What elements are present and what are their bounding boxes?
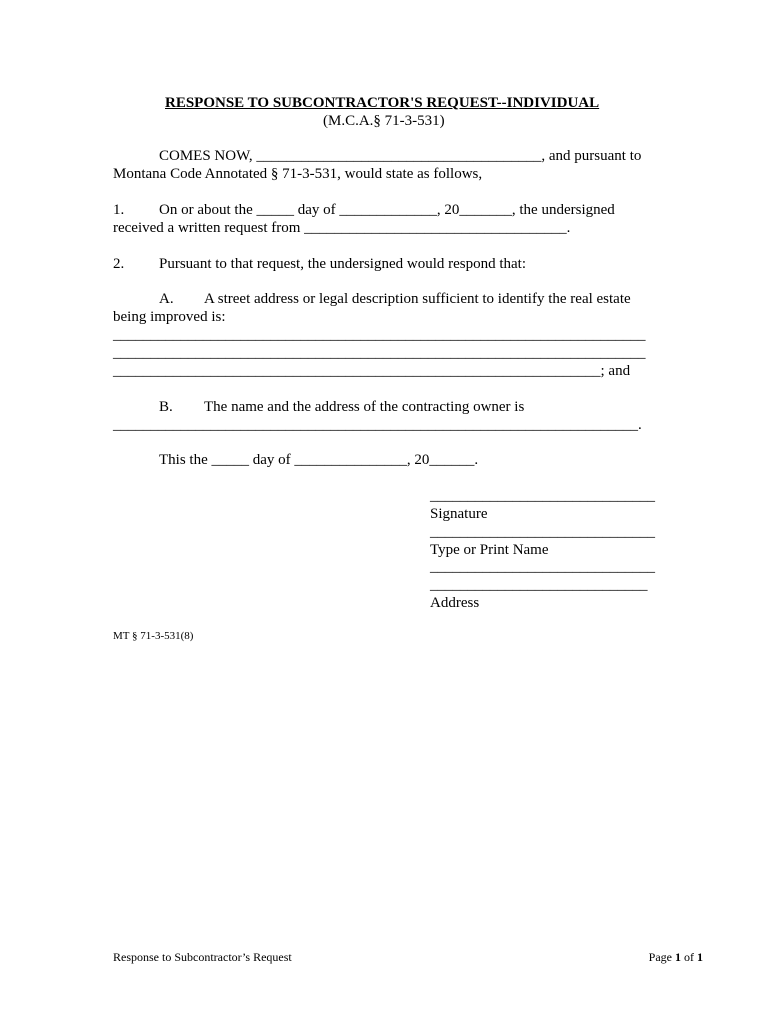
item-1-line-1: On or about the _____ day of _____________, 20_______, the undersigned (159, 202, 615, 218)
statute-citation: MT § 71-3-531(8) (113, 630, 194, 642)
item-1-line-2: received a written request from ___________________________________. (113, 220, 571, 236)
page-of: of (681, 950, 697, 964)
address-blank-1: ______________________________ (430, 559, 655, 575)
item-a-line-1: A street address or legal description sufficient to identify the real estate (204, 291, 631, 307)
address-blank-2: _____________________________ (430, 577, 648, 593)
document-subtitle: (M.C.A.§ 71-3-531) (323, 113, 445, 129)
page-current: 1 (675, 950, 681, 964)
item-a-label: A. (159, 291, 174, 307)
item-a-line-2: being improved is: (113, 309, 226, 325)
signature-blank: ______________________________ (430, 488, 655, 504)
item-b-text: The name and the address of the contracting owner is (204, 399, 525, 415)
item-b-blank: ______________________________________________________________________. (113, 417, 642, 433)
item-b-label: B. (159, 399, 173, 415)
blank-line-2: _______________________________________________________________________ (113, 345, 646, 361)
signature-label: Signature (430, 506, 488, 522)
item-1-number: 1. (113, 202, 125, 218)
blank-line-3: _________________________________________________________________; and (113, 363, 631, 379)
footer-page-number (649, 949, 703, 966)
print-name-label: Type or Print Name (430, 542, 549, 558)
document-title: RESPONSE TO SUBCONTRACTOR'S REQUEST--INDIVIDUAL (165, 95, 600, 111)
print-name-blank: ______________________________ (430, 524, 655, 540)
footer-title: Response to Subcontractor’s Request (113, 950, 292, 964)
item-2-number: 2. (113, 256, 125, 272)
address-label: Address (430, 595, 480, 611)
page-total: 1 (697, 950, 703, 964)
intro-line-2: Montana Code Annotated § 71-3-531, would state as follows, (113, 166, 483, 182)
item-2-text: Pursuant to that request, the undersigned would respond that: (159, 256, 527, 272)
blank-line-1: _______________________________________________________________________ (113, 327, 646, 343)
date-line: This the _____ day of _______________, 20______. (159, 452, 479, 468)
intro-line-1: COMES NOW, ______________________________________, and pursuant to (159, 148, 642, 164)
page-prefix: Page (648, 950, 675, 964)
